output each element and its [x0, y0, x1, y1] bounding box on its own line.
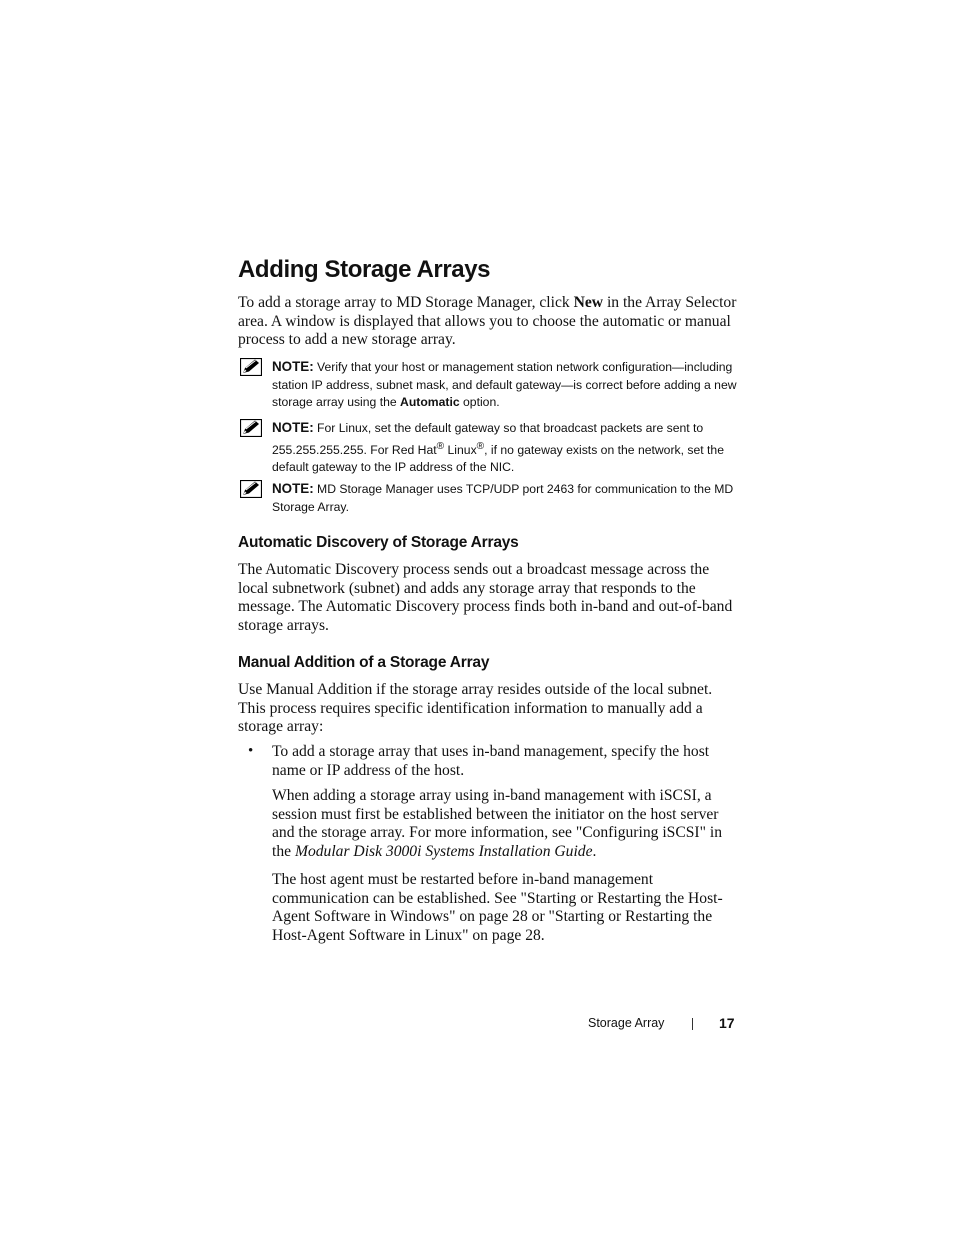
bullet-marker: •: [248, 743, 254, 759]
manual-addition-paragraph: Use Manual Addition if the storage array resides outside of the local subnet. This process requires specific identification information to manually add a storage array:: [238, 681, 713, 736]
bullet-in-band: To add a storage array that uses in-band management, specify the host name or IP address of the host.: [272, 743, 710, 779]
footer-divider: [692, 1018, 693, 1030]
footer-section-name: Storage Array: [588, 1016, 665, 1030]
section-heading-automatic: Automatic Discovery of Storage Arrays: [238, 534, 519, 551]
footer-page-number: 17: [719, 1015, 735, 1031]
new-keyword: New: [573, 294, 604, 311]
host-agent-paragraph: The host agent must be restarted before in-band management communication can be established. See "Starting or Restarting the Host-Agent Software in Windows" on page 28 or "Starting or Restarting the Host-Agent Software in Linux" on page 28.: [272, 871, 723, 944]
pencil-note-icon: [240, 480, 262, 498]
automatic-discovery-paragraph: The Automatic Discovery process sends out a broadcast message across the local subnetwork (subnet) and adds any storage array that responds to the message. The Automatic Discovery process finds both in-band and out-of-band storage arrays.: [238, 561, 733, 634]
note-text: NOTE: MD Storage Manager uses TCP/UDP port 2463 for communication to the MD Storage Array.: [272, 481, 734, 514]
pencil-note-icon: [240, 358, 262, 376]
note-text: NOTE: For Linux, set the default gateway so that broadcast packets are sent to 255.255.255.255. For Red Hat® Linux®, if no gateway exists on the network, set the default gateway to the IP address of the NIC.: [272, 420, 724, 475]
pencil-note-icon: [240, 419, 262, 437]
section-heading-manual: Manual Addition of a Storage Array: [238, 654, 490, 671]
iscsi-paragraph: When adding a storage array using in-band management with iSCSI, a session must first be established between the initiator on the host server and the storage array. For more information, see "Configuring iSCSI" in the Modular Disk 3000i Systems Installation Guide.: [272, 787, 722, 860]
page-title: Adding Storage Arrays: [238, 256, 491, 283]
guide-title: Modular Disk 3000i Systems Installation Guide: [294, 842, 593, 860]
intro-paragraph: To add a storage array to MD Storage Manager, click New in the Array Selector area. A window is displayed that allows you to choose the automatic or manual process to add a new storage array.: [238, 294, 737, 349]
note-text: NOTE: Verify that your host or management station network configuration—including station IP address, subnet mask, and default gateway—is correct before adding a new storage array using the Automatic option.: [272, 359, 737, 409]
